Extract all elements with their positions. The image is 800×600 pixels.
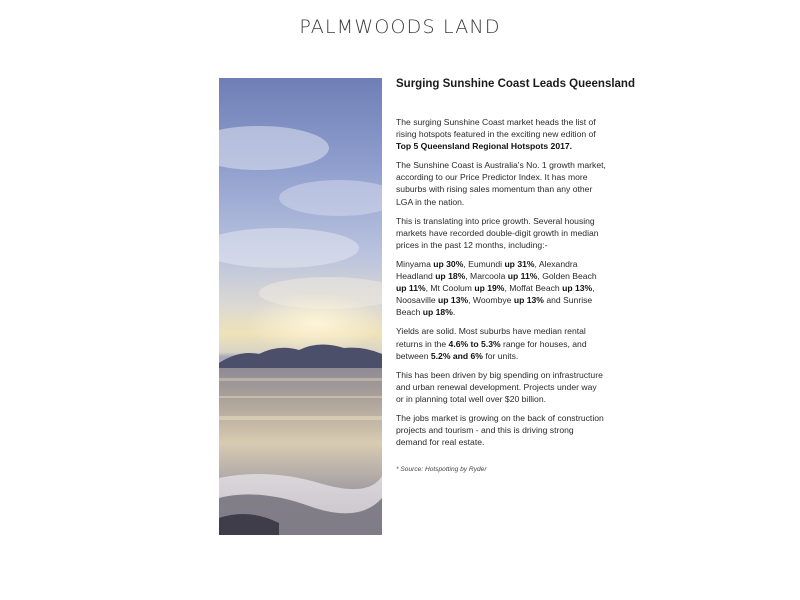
- paragraph-infrastructure: This has been driven by big spending on infrastructure and urban renewal development. Projects under way or in planning total well over $20 billion.: [396, 369, 603, 404]
- paragraph-jobs-market: The jobs market is growing on the back of construction projects and tourism - and this is driving strong demand for real estate.: [396, 412, 604, 448]
- article-headline: Surging Sunshine Coast Leads Queensland: [396, 78, 635, 90]
- brand-title: PALMWOODS LAND: [299, 16, 501, 38]
- paragraph-suburb-list: Minyama up 30%, Eumundi up 31%, Alexandra Headland up 18%, Marcoola up 11%, Golden Beach up 11%, Mt Coolum up 19%, Moffat Beach up 13%, Noosaville up 13%, Woombye up 13% and Sunrise Beach up 18%.: [396, 258, 597, 318]
- paragraph-growth-market: The Sunshine Coast is Australia's No. 1 growth market, according to our Price Predictor Index. It has more suburbs with rising sales momentum than any other LGA in the nation.: [396, 160, 606, 207]
- paragraph-intro: The surging Sunshine Coast market heads the list of rising hotspots featured in the exciting new edition of Top 5 Queensland Regional Hotspots 2017.: [396, 117, 596, 152]
- paragraph-price-growth: This is translating into price growth. Several housing markets have recorded double-digit growth in median prices in the past 12 months, including:-: [396, 215, 599, 250]
- coastal-sunset-photo: [219, 78, 382, 535]
- article: [396, 78, 635, 474]
- paragraph-yields: Yields are solid. Most suburbs have median rental returns in the 4.6% to 5.3% range for houses, and between 5.2% and 6% for units.: [396, 326, 587, 361]
- source-footnote: * Source: Hotspotting by Ryder: [396, 466, 487, 474]
